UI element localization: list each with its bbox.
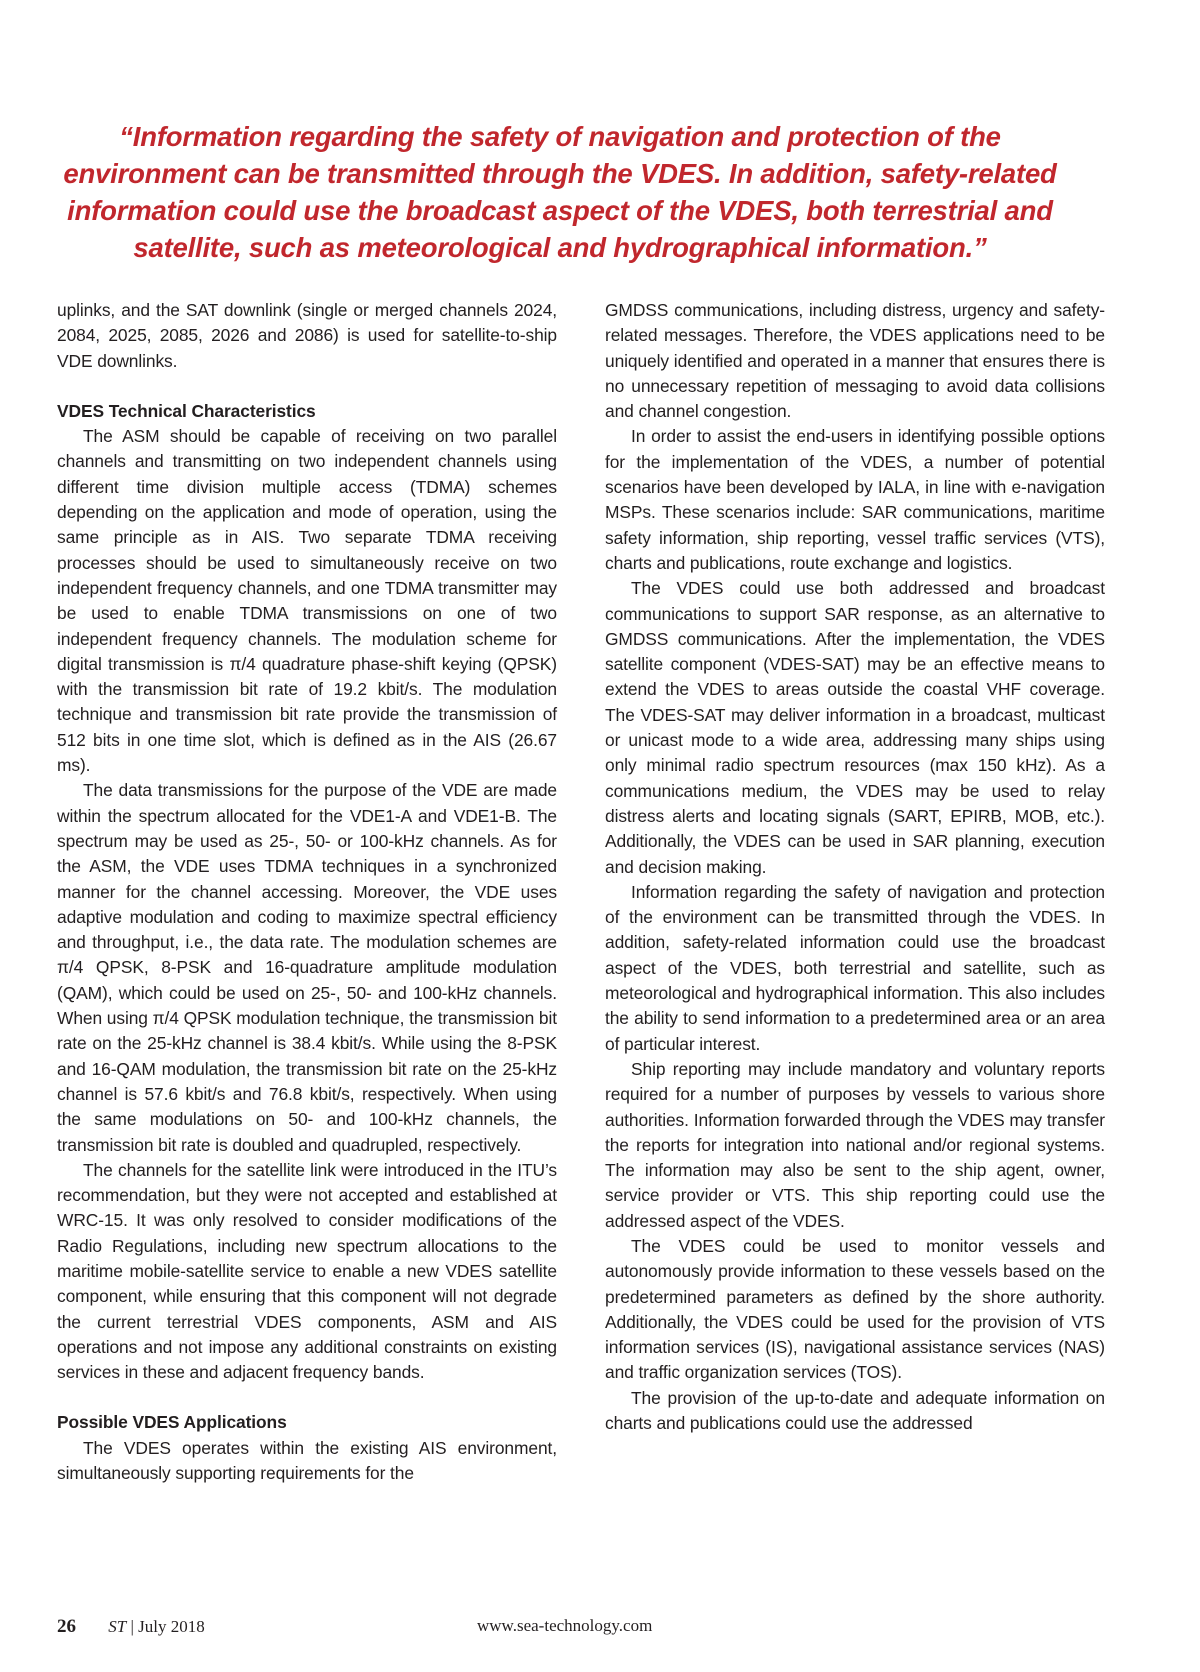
- paragraph: The channels for the satellite link were introduced in the ITU’s recommendation, but they were not accepted and established at WRC-15. It was only resolved to consider modifications of the Radio Regulations, including new spectrum allocations to the maritime mobile-satellite service to enable a new VDES satellite component, while ensuring that this component will not degrade the current terrestrial VDES components, ASM and AIS operations and not impose any additional constraints on existing services in these and adjacent frequency bands.: [57, 1159, 557, 1383]
- paragraph: uplinks, and the SAT downlink (single or merged channels 2024, 2084, 2025, 2085, 2026 and 2086) is used for satellite-to-ship VDE downlinks.: [57, 300, 557, 371]
- page-footer: [57, 1616, 1107, 1638]
- paragraph: The provision of the up-to-date and adequate information on charts and publications could use the addressed: [605, 1387, 1105, 1434]
- paragraph: Information regarding the safety of navigation and protection of the environment can be transmitted through the VDES. In addition, safety-related information could use the broadcast aspect of the VDES, both terrestrial and satellite, such as meteorological and hydrographical information. This also includes the ability to send information to a predetermined area or an area of particular interest.: [605, 881, 1105, 1054]
- paragraph: GMDSS communications, including distress, urgency and safety-related messages. Therefore, the VDES applications need to be uniquely identified and operated in a manner that ensures there is no unnecessary repetition of messaging to avoid data collisions and channel congestion.: [605, 300, 1105, 422]
- left-column: [57, 298, 557, 1486]
- paragraph: The data transmissions for the purpose of the VDE are made within the spectrum allocated for the VDE1-A and VDE1-B. The spectrum may be used as 25-, 50- or 100-kHz channels. As for the ASM, the VDE uses TDMA techniques in a synchronized manner for the channel accessing. Moreover, the VDE uses adaptive modulation and coding to maximize spectral efficiency and throughput, i.e., the data rate. The modulation schemes are π/4 QPSK, 8-PSK and 16-quadrature amplitude modulation (QAM), which could be used on 25-, 50- and 100-kHz channels. When using π/4 QPSK modulation technique, the transmission bit rate on the 25-kHz channel is 38.4 kbit/s. While using the 8-PSK and 16-QAM modulation, the transmission bit rate on the 25-kHz channel is 57.6 kbit/s and 76.8 kbit/s, respectively. When using the same modulations on 50- and 100-kHz channels, the transmission bit rate is doubled and quadrupled, respectively.: [57, 780, 557, 1155]
- paragraph: In order to assist the end-users in identifying possible options for the implementation of the VDES, a number of potential scenarios have been developed by IALA, in line with e-navigation MSPs. These scenarios include: SAR communications, maritime safety information, ship reporting, vessel traffic services (VTS), charts and publications, route exchange and logistics.: [605, 426, 1105, 573]
- paragraph: Ship reporting may include mandatory and voluntary reports required for a number of purposes by vessels to various shore authorities. Information forwarded through the VDES may transfer the reports for integration into national and/or regional systems. The information may also be sent to the ship agent, owner, service provider or VTS. This ship reporting could use the addressed aspect of the VDES.: [605, 1058, 1105, 1231]
- issue-date: | July 2018: [130, 1617, 205, 1636]
- pull-quote: “Information regarding the safety of navigation and protection of the environment can be transmitted through the VDES. In addition, safety-related information could use the broadcast aspect of the VDES, both terrestrial and satellite, such as meteorological and hydrographical information.”: [63, 121, 1057, 263]
- magazine-name: ST: [108, 1617, 127, 1636]
- website-url: www.sea-technology.com: [477, 1616, 653, 1635]
- paragraph: The VDES could use both addressed and broadcast communications to support SAR response, as an alternative to GMDSS communications. After the implementation, the VDES satellite component (VDES-SAT) may be an effective means to extend the VDES to areas outside the coastal VHF coverage. The VDES-SAT may deliver information in a broadcast, multicast or unicast mode to a wide area, addressing many ships using only minimal radio spectrum resources (max 150 kHz). As a communications medium, the VDES may be used to relay distress alerts and locating signals (SART, EPIRB, MOB, etc.). Additionally, the VDES can be used in SAR planning, execution and decision making.: [605, 578, 1105, 877]
- section-heading: Possible VDES Applications: [57, 1412, 287, 1433]
- paragraph: The VDES operates within the existing AIS environment, simultaneously supporting requirements for the: [57, 1437, 557, 1484]
- section-heading: VDES Technical Characteristics: [57, 400, 316, 421]
- paragraph: The VDES could be used to monitor vessels and autonomously provide information to these vessels based on the predetermined parameters as defined by the shore authority. Additionally, the VDES could be used for the provision of VTS information services (IS), navigational assistance services (NAS) and traffic organization services (TOS).: [605, 1235, 1105, 1383]
- paragraph: The ASM should be capable of receiving on two parallel channels and transmitting on two independent channels using different time division multiple access (TDMA) schemes depending on the application and mode of operation, using the same principle as in AIS. Two separate TDMA receiving processes should be used to simultaneously receive on two independent frequency channels, and one TDMA transmitter may be used to enable TDMA transmissions on one of two independent frequency channels. The modulation scheme for digital transmission is π/4 quadrature phase-shift keying (QPSK) with the transmission bit rate of 19.2 kbit/s. The modulation technique and transmission bit rate provide the transmission of 512 bits in one time slot, which is defined as in the AIS (26.67 ms).: [57, 426, 557, 776]
- right-column: [605, 298, 1105, 1436]
- page-number: 26: [57, 1616, 76, 1637]
